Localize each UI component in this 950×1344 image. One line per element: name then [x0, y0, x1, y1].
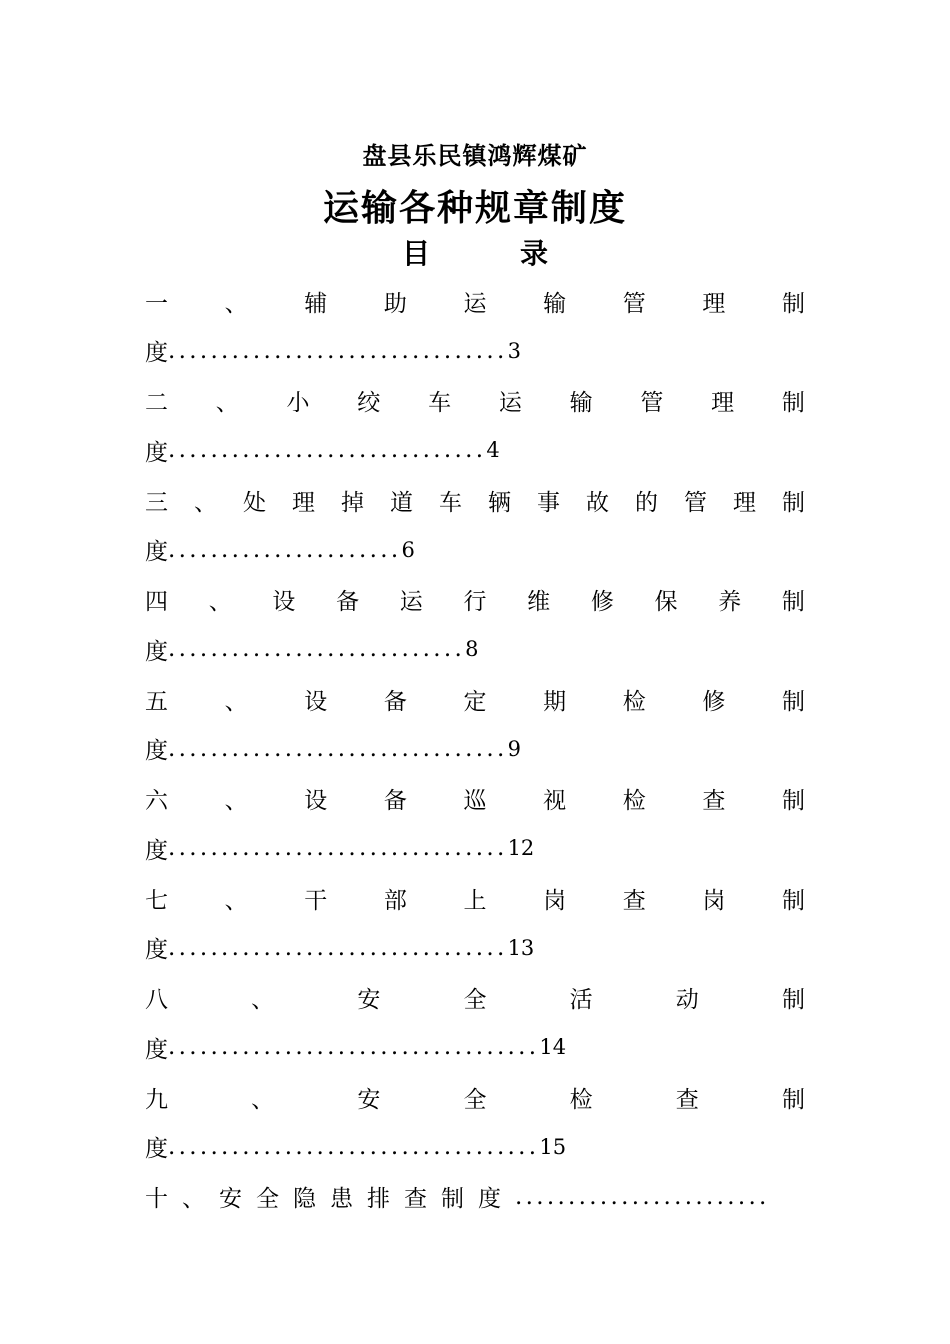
toc-title-char: 查	[675, 1086, 699, 1113]
toc-title-char: 理	[292, 489, 315, 516]
toc-title-char: 四	[145, 589, 168, 615]
toc-title-tail: 度	[145, 837, 168, 864]
toc-dot-leader: ......................	[168, 536, 402, 563]
toc-title-char: 全	[463, 1086, 487, 1113]
toc-entry-leader	[145, 923, 805, 973]
toc-title-tail: 度	[145, 539, 168, 566]
toc-title-char: 理	[733, 489, 756, 516]
toc-title-char: 查	[622, 887, 646, 914]
toc-dot-leader: ...................................	[168, 1034, 540, 1061]
toc-page-number: 15	[539, 1134, 567, 1159]
toc-entry-leader	[145, 724, 805, 774]
toc-title-char: 二	[145, 390, 168, 416]
toc-title-char: 制	[781, 987, 805, 1013]
toc-dot-leader: ........................	[515, 1183, 770, 1210]
toc-title-char: 、	[224, 688, 248, 715]
toc-title-char: 、	[194, 489, 217, 516]
toc-title-char: 制	[782, 887, 805, 914]
toc-title-char: 全	[463, 987, 487, 1013]
toc-title-char: 、	[251, 1086, 275, 1113]
toc-title-char: 掉	[341, 489, 364, 516]
toc-title-tail: 度	[145, 340, 168, 367]
toc-page-number: 4	[486, 438, 500, 463]
toc-title-char: 制	[781, 589, 805, 615]
toc-title-char: 活	[569, 987, 593, 1013]
toc-title-char: 安	[219, 1186, 242, 1212]
toc-entry-leader	[145, 1023, 805, 1073]
toc-title-char: 制	[782, 489, 805, 516]
toc-title-char: 管	[684, 489, 707, 516]
toc-title-char: 岗	[543, 887, 567, 914]
toc-title-char: 动	[675, 987, 699, 1013]
toc-title-char: 备	[336, 589, 360, 615]
toc-title-char: 辅	[304, 290, 328, 317]
toc-title-char: 六	[145, 788, 168, 814]
toc-entry-leader	[145, 625, 805, 675]
toc-entry[interactable]	[145, 873, 805, 973]
toc-title-char: 岗	[702, 887, 726, 914]
toc-title-char: 设	[304, 788, 328, 814]
toc-page-number: 6	[401, 537, 415, 562]
toc-title-tail: 度	[145, 439, 168, 466]
toc-title-char: 理	[711, 390, 735, 416]
toc-title-char: 安	[357, 1086, 381, 1113]
toc-entry-title	[145, 475, 805, 525]
toc-entry-leader	[145, 824, 805, 874]
toc-entry[interactable]	[145, 774, 805, 874]
toc-page-number: 12	[507, 836, 535, 861]
toc-title-char: 患	[330, 1186, 353, 1212]
toc-entry-leader	[145, 426, 805, 476]
toc-title-char: 设	[272, 589, 296, 615]
toc-title-char: 道	[390, 489, 413, 516]
toc-title-char: 、	[182, 1186, 205, 1212]
toc-page-number: 3	[507, 338, 521, 363]
toc-entry[interactable]	[145, 276, 805, 376]
toc-title-char: 的	[635, 489, 658, 516]
toc-title-char: 、	[208, 589, 232, 615]
toc-title-char: 运	[399, 589, 423, 615]
toc-title-char: 理	[702, 290, 726, 317]
toc-entry-title	[145, 376, 805, 426]
toc-title-char: 、	[215, 390, 239, 416]
toc-title-char: 、	[224, 290, 248, 317]
toc-dot-leader: ................................	[168, 934, 508, 961]
toc-title-char: 运	[463, 290, 487, 317]
toc-entry-title	[145, 973, 805, 1023]
toc-entry-title	[145, 1072, 805, 1122]
toc-dot-leader: ..............................	[168, 437, 487, 464]
toc-title-char: 一	[145, 290, 168, 317]
toc-entry[interactable]	[145, 973, 805, 1073]
toc-title-char: 查	[702, 788, 726, 814]
toc-title-char: 故	[586, 489, 609, 516]
toc-title-char: 维	[527, 589, 551, 615]
toc-title-char: 制	[781, 1086, 805, 1113]
toc-title-char: 制	[782, 688, 805, 715]
toc-title-char: 备	[383, 788, 407, 814]
toc-page-number: 14	[539, 1035, 567, 1060]
toc-title-tail: 度	[145, 738, 168, 765]
toc-title-char: 检	[569, 1086, 593, 1113]
toc-entry[interactable]	[145, 575, 805, 675]
toc-entry-title	[145, 873, 805, 923]
toc-entry-title	[145, 674, 805, 724]
toc-title-char: 运	[498, 390, 522, 416]
toc-title-char: 保	[654, 589, 678, 615]
toc-entry[interactable]	[145, 674, 805, 774]
toc-title-char: 、	[251, 987, 275, 1013]
toc-title-char: 定	[463, 688, 487, 715]
toc-title-char: 制	[781, 390, 805, 416]
toc-title-char: 备	[383, 688, 407, 715]
toc-entry[interactable]	[145, 376, 805, 476]
toc-page-number: 13	[507, 935, 535, 960]
toc-title-char: 制	[441, 1186, 464, 1212]
toc-entry[interactable]	[145, 475, 805, 575]
toc-title-char: 检	[622, 788, 646, 814]
toc-entry-leader	[145, 1122, 805, 1172]
toc-title-char: 车	[439, 489, 462, 516]
toc-title-char: 养	[718, 589, 742, 615]
toc-page-number: 9	[507, 736, 521, 761]
toc-title-char: 绞	[357, 390, 381, 416]
toc-page-number: 8	[465, 637, 479, 662]
toc-dot-leader: ............................	[168, 636, 466, 663]
toc-title-char: 处	[243, 489, 266, 516]
toc-title-char: 设	[304, 688, 328, 715]
toc-title-char: 九	[145, 1086, 168, 1113]
toc-title-char: 干	[304, 887, 328, 914]
toc-title-char: 七	[145, 887, 168, 914]
toc-title-char: 排	[367, 1186, 390, 1212]
toc-title-char: 隐	[293, 1186, 316, 1212]
document-title: 运输各种规章制度	[322, 188, 627, 229]
toc-entry[interactable]	[145, 1172, 805, 1222]
toc-title-char: 制	[782, 788, 805, 814]
toc-title-char: 三	[145, 489, 168, 516]
toc-title-char: 八	[145, 987, 168, 1013]
toc-title-char: 小	[286, 390, 310, 416]
toc-title-char: 行	[463, 589, 487, 615]
toc-title-tail: 度	[145, 1036, 168, 1063]
toc-title-char: 部	[383, 887, 407, 914]
toc-title-char: 助	[383, 290, 407, 317]
toc-entry-leader	[145, 525, 805, 575]
toc-title-char: 车	[428, 390, 452, 416]
toc-entry-title	[145, 575, 805, 625]
toc-title-char: 期	[543, 688, 567, 715]
toc-entry-leader	[145, 326, 805, 376]
toc-title-char: 修	[590, 589, 614, 615]
toc-title-char: 五	[145, 688, 168, 715]
toc-title-char: 度	[478, 1186, 501, 1212]
toc-title-char: 十	[145, 1186, 168, 1212]
table-of-contents	[145, 276, 805, 1222]
toc-title-char: 制	[782, 290, 805, 317]
toc-title-char: 安	[357, 987, 381, 1013]
toc-title-tail: 度	[145, 638, 168, 665]
toc-dot-leader: ................................	[168, 835, 508, 862]
toc-title-char: 视	[543, 788, 567, 814]
toc-title-char: 检	[622, 688, 646, 715]
toc-entry-title	[145, 276, 805, 326]
toc-title-tail: 度	[145, 1136, 168, 1163]
toc-title-char: 修	[702, 688, 726, 715]
organization-name: 盘县乐民镇鸿辉煤矿	[362, 142, 588, 170]
toc-title-char: 上	[463, 887, 487, 914]
toc-title-char: 巡	[463, 788, 487, 814]
toc-dot-leader: ................................	[168, 735, 508, 762]
toc-heading: 目录	[401, 237, 638, 270]
toc-title-tail: 度	[145, 937, 168, 964]
toc-dot-leader: ................................	[168, 337, 508, 364]
toc-title-char: 管	[622, 290, 646, 317]
toc-title-char: 辆	[488, 489, 511, 516]
toc-entry[interactable]	[145, 1072, 805, 1172]
toc-title-char: 、	[224, 887, 248, 914]
toc-title-char: 输	[543, 290, 567, 317]
toc-entry-title	[145, 774, 805, 824]
toc-title-char: 事	[537, 489, 560, 516]
toc-title-char: 查	[404, 1186, 427, 1212]
toc-dot-leader: ...................................	[168, 1133, 540, 1160]
toc-title-char: 全	[256, 1186, 279, 1212]
toc-title-char: 输	[569, 390, 593, 416]
toc-title-char: 管	[640, 390, 664, 416]
toc-title-char: 、	[224, 788, 248, 814]
